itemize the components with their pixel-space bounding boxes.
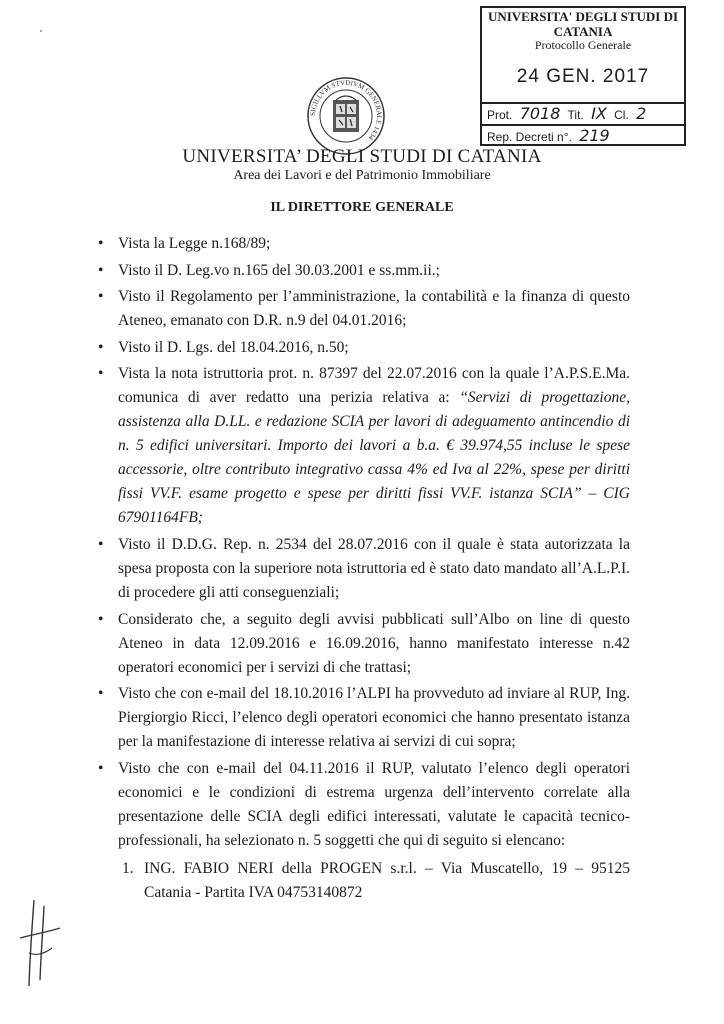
item-text: Visto che con e-mail del 18.10.2016 l’ALPI ha provveduto ad inviare al RUP, Ing. Piergiorgio Ricci, l’elenco degli operatori economici che hanno presentato istanza per la manifestazione di interesse relativa ai servizi di cui sopra;: [118, 685, 630, 751]
bullet-icon: •: [98, 235, 104, 252]
stamp-rep-value: 219: [579, 126, 610, 145]
item-text: Visto il D.D.G. Rep. n. 2534 del 28.07.2016 con il quale è stata autorizzata la spesa proposta con la superiore nota istruttoria ed è stato dato mandato all’A.L.P.I. di procedere gli atti conseguenziali;: [118, 535, 630, 601]
stamp-prot-row: [482, 102, 684, 126]
bullet-icon: •: [98, 338, 104, 356]
item-number: 1.: [122, 859, 134, 877]
stamp-cl-label: Cl.: [614, 108, 629, 122]
bullet-icon: •: [98, 288, 104, 306]
list-item: [98, 757, 630, 853]
item-text: Visto il Regolamento per l’amministrazione, la contabilità e la finanza di questo Ateneo, emanato con D.R. n.9 del 04.01.2016;: [118, 288, 630, 330]
stamp-city-line: CATANIA: [553, 24, 613, 39]
document-title: IL DIRETTORE GENERALE: [270, 200, 454, 215]
stamp-prot-label: Prot.: [487, 108, 513, 122]
numbered-item: [122, 857, 630, 905]
office-name: Area dei Lavori e del Patrimonio Immobiliare: [233, 168, 491, 183]
item-quote: “Servizi di progettazione, assistenza alla D.LL. e redazione SCIA per lavori di adeguamento antincendio di n. 5 edifici universitari. Importo dei lavori a b.a. € 39.974,55 incluse le spese accessorie, oltre contributo integrativo cassa 4% ed Iva al 22%, spese per diritti fissi VV.F. esame progetto e spese per diritti fissi VV.F. istanza SCIA” – CIG 67901164FB;: [118, 389, 630, 527]
item-text: Vista la nota istruttoria prot. n. 87397 del 22.07.2016 con la quale l’A.P.S.E.Ma. comunica di aver redatto una perizia relativa a:: [118, 365, 630, 407]
stamp-tit-value: IX: [591, 104, 607, 123]
considerations-list: [98, 232, 630, 853]
list-item: [98, 608, 630, 680]
item-text: Considerato che, a seguito degli avvisi pubblicati sull’Albo on line di questo Ateneo in data 12.09.2016 e 16.09.2016, hanno manifestato interesse n.42 operatori economici per i servizi di che trattasi;: [118, 610, 630, 676]
bullet-icon: •: [98, 365, 104, 383]
seal-text: SIGILLVM STVDIVM GENERALE 1434: [308, 78, 384, 142]
list-item: [98, 336, 630, 360]
list-item: [98, 232, 630, 256]
stamp-date: 24 GEN. 2017: [516, 66, 650, 87]
bullet-icon: •: [98, 610, 104, 628]
university-seal-icon: [306, 76, 386, 156]
list-item: [98, 259, 630, 283]
bullet-icon: •: [98, 261, 104, 279]
signature-mark: [14, 898, 64, 988]
bullet-icon: •: [98, 685, 104, 703]
scan-speck: [40, 30, 42, 32]
bullet-icon: •: [98, 759, 104, 777]
stamp-protocol-label: Protocollo Generale: [534, 38, 632, 52]
item-text: ING. FABIO NERI della PROGEN s.r.l. – Via Muscatello, 19 – 95125 Catania - Partita IVA 04753140872: [144, 859, 630, 901]
list-item: [98, 682, 630, 754]
bullet-icon: •: [98, 535, 104, 553]
list-item: [98, 362, 630, 530]
list-item: [98, 285, 630, 333]
item-text: Vista la Legge n.168/89;: [118, 235, 271, 252]
stamp-rep-row: [482, 124, 684, 148]
stamp-prot-value: 7018: [519, 104, 561, 123]
stamp-university-line: UNIVERSITA' DEGLI STUDI DI: [487, 9, 679, 24]
item-text: Visto che con e-mail del 04.11.2016 il RUP, valutato l’elenco degli operatori economici e le condizioni di estrema urgenza dell’intervento correlate alla presentazione delle SCIA degli edifici interessati, valutate le capacità tecnico-professionali, ha selezionato n. 5 soggetti che qui di seguito si elencano:: [118, 759, 630, 849]
list-item: [98, 533, 630, 605]
stamp-cl-value: 2: [636, 104, 647, 123]
item-text: Visto il D. Leg.vo n.165 del 30.03.2001 e ss.mm.ii.;: [118, 261, 440, 279]
stamp-tit-label: Tit.: [567, 108, 584, 122]
stamp-rep-label: Rep. Decreti n°.: [487, 130, 572, 144]
university-name: UNIVERSITA’ DEGLI STUDI DI CATANIA: [182, 146, 542, 167]
operators-list: [122, 857, 630, 905]
document-body: [98, 232, 630, 907]
protocol-stamp: [480, 6, 686, 146]
item-text: Visto il D. Lgs. del 18.04.2016, n.50;: [118, 338, 349, 356]
